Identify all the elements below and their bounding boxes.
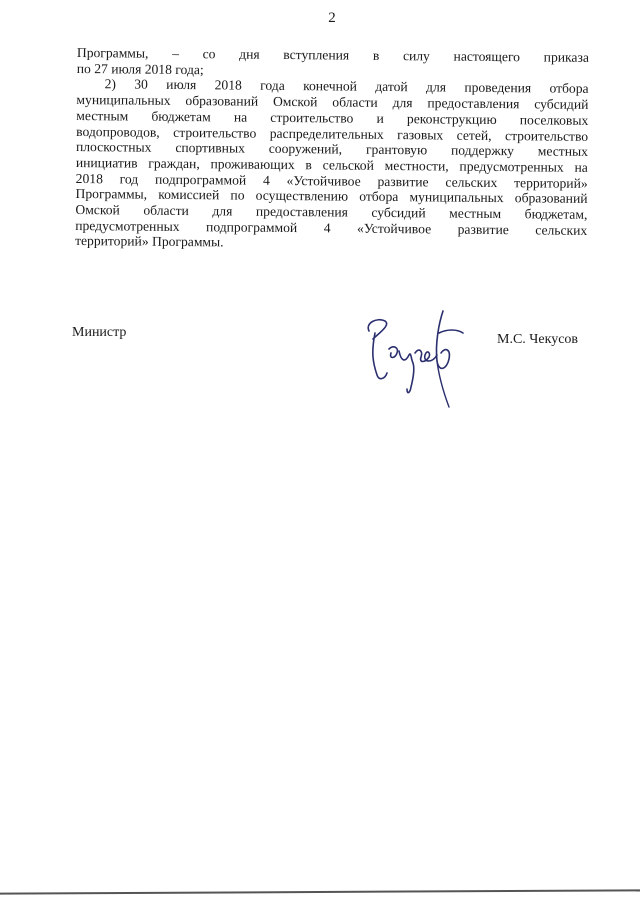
text-line: Омской области для предоставления субсидий местным бюджетам, (75, 202, 588, 222)
signature-block (0, 325, 640, 425)
handwritten-signature (355, 303, 475, 413)
text-line: инициатив граждан, проживающих в сельской местности, предусмотренных на (75, 154, 588, 175)
text-line: Программы, – со дня вступления в силу настоящего приказа (76, 45, 589, 65)
text-line: водопроводов, строительство распределительных газовых сетей, строительство (76, 123, 589, 144)
text-line: по 27 июля 2018 года; (76, 60, 204, 77)
document-body (75, 45, 589, 254)
text-line: Программы, комиссией по осуществлению отбора муниципальных образований (75, 186, 588, 207)
text-line: плоскостных спортивных сооружений, грантовую поддержку местных (75, 139, 589, 160)
signer-name: М.С. Чекусов (497, 332, 579, 347)
scan-edge-line (0, 889, 640, 894)
page-number: 2 (328, 10, 336, 26)
text-line: 2) 30 июля 2018 года конечной датой для проведения отбора (104, 76, 589, 97)
text-line: территорий» Программы. (75, 233, 224, 250)
text-line: муниципальных образований Омской области для предоставления субсидий (76, 92, 589, 113)
text-line: местным бюджетам на строительство и реконструкцию поселковых (76, 107, 589, 128)
text-line: 2018 год подпрограммой 4 «Устойчивое развитие сельских территорий» (75, 170, 588, 191)
signer-title: Министр (72, 325, 127, 340)
text-line: предусмотренных подпрограммой 4 «Устойчивое развитие сельских (75, 217, 588, 238)
